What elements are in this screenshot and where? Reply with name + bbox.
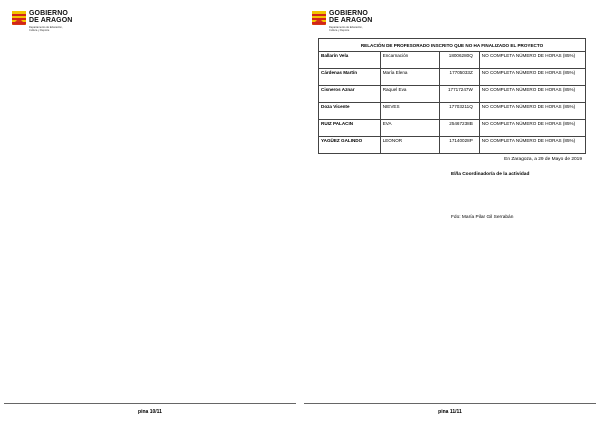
table-row [319,69,586,86]
cell-dni: 25467238B [440,120,479,137]
logo-line1: GOBIERNO [29,10,68,17]
cell-status: NO COMPLETA NÚMERO DE HORAS (85%) [479,52,585,69]
logo-line1: GOBIERNO [329,10,368,17]
aragon-emblem-icon [312,11,326,25]
table-row [319,52,586,69]
page-number: pina 11/11 [438,409,462,415]
table-row [319,120,586,137]
cell-status: NO COMPLETA NÚMERO DE HORAS (85%) [479,137,585,154]
gobierno-aragon-logo [312,10,402,34]
cell-first-name: LEONOR [380,137,440,154]
cell-first-name: EVA [380,120,440,137]
date-line: En Zaragoza, a 29 de Mayo de 2019 [504,157,582,162]
cell-status: NO COMPLETA NÚMERO DE HORAS (85%) [479,86,585,103]
cell-dni: 17703211Q [440,103,479,120]
cell-status: NO COMPLETA NÚMERO DE HORAS (85%) [479,120,585,137]
cell-dni: 18006280Q [440,52,479,69]
cell-surname: RUIZ PALACIN [319,120,381,137]
cell-surname: Ballarín Vela [319,52,381,69]
logo-dept-line2: Cultura y Deporte [329,29,350,32]
page-number: pina 10/11 [138,409,162,415]
table-row [319,137,586,154]
cell-dni: 17140028P [440,137,479,154]
table-title: RELACIÓN DE PROFESORADO INSCRITO QUE NO HA FINALIZADO EL PROYECTO [319,39,586,52]
teachers-table [318,38,586,154]
gobierno-aragon-logo [12,10,102,34]
logo-line2: DE ARAGON [29,17,73,24]
cell-surname: Cisneros Aznar [319,86,381,103]
cell-dni: 17705033Z [440,69,479,86]
cell-first-name: Raquel Eva [380,86,440,103]
footer-rule [304,403,596,404]
cell-surname: Cárdenas Martín [319,69,381,86]
logo-department [329,26,363,32]
coordinator-line: El/la Coordinador/a de la actividad [451,172,530,177]
logo-dept-line1: Departamento de Educación, [329,26,363,29]
aragon-emblem-icon [12,11,26,25]
cell-surname: Doza Vicente [319,103,381,120]
page-right [300,0,600,424]
logo-brand [329,10,372,24]
logo-dept-line2: Cultura y Deporte [29,29,50,32]
logo-brand [29,10,72,24]
footer-rule [4,403,296,404]
cell-first-name: María Elena [380,69,440,86]
logo-line2: DE ARAGON [329,17,373,24]
cell-status: NO COMPLETA NÚMERO DE HORAS (85%) [479,103,585,120]
cell-dni: 17717247W [440,86,479,103]
cell-first-name: NIEVES [380,103,440,120]
table-header-row [319,39,586,52]
logo-department [29,26,63,32]
cell-surname: YAGÜEZ GALINDO [319,137,381,154]
cell-status: NO COMPLETA NÚMERO DE HORAS (85%) [479,69,585,86]
cell-first-name: Encarnación [380,52,440,69]
logo-dept-line1: Departamento de Educación, [29,26,63,29]
signature-line: Fdo: María Pilar Gil Serrabán [451,215,514,220]
table-row [319,103,586,120]
table-row [319,86,586,103]
